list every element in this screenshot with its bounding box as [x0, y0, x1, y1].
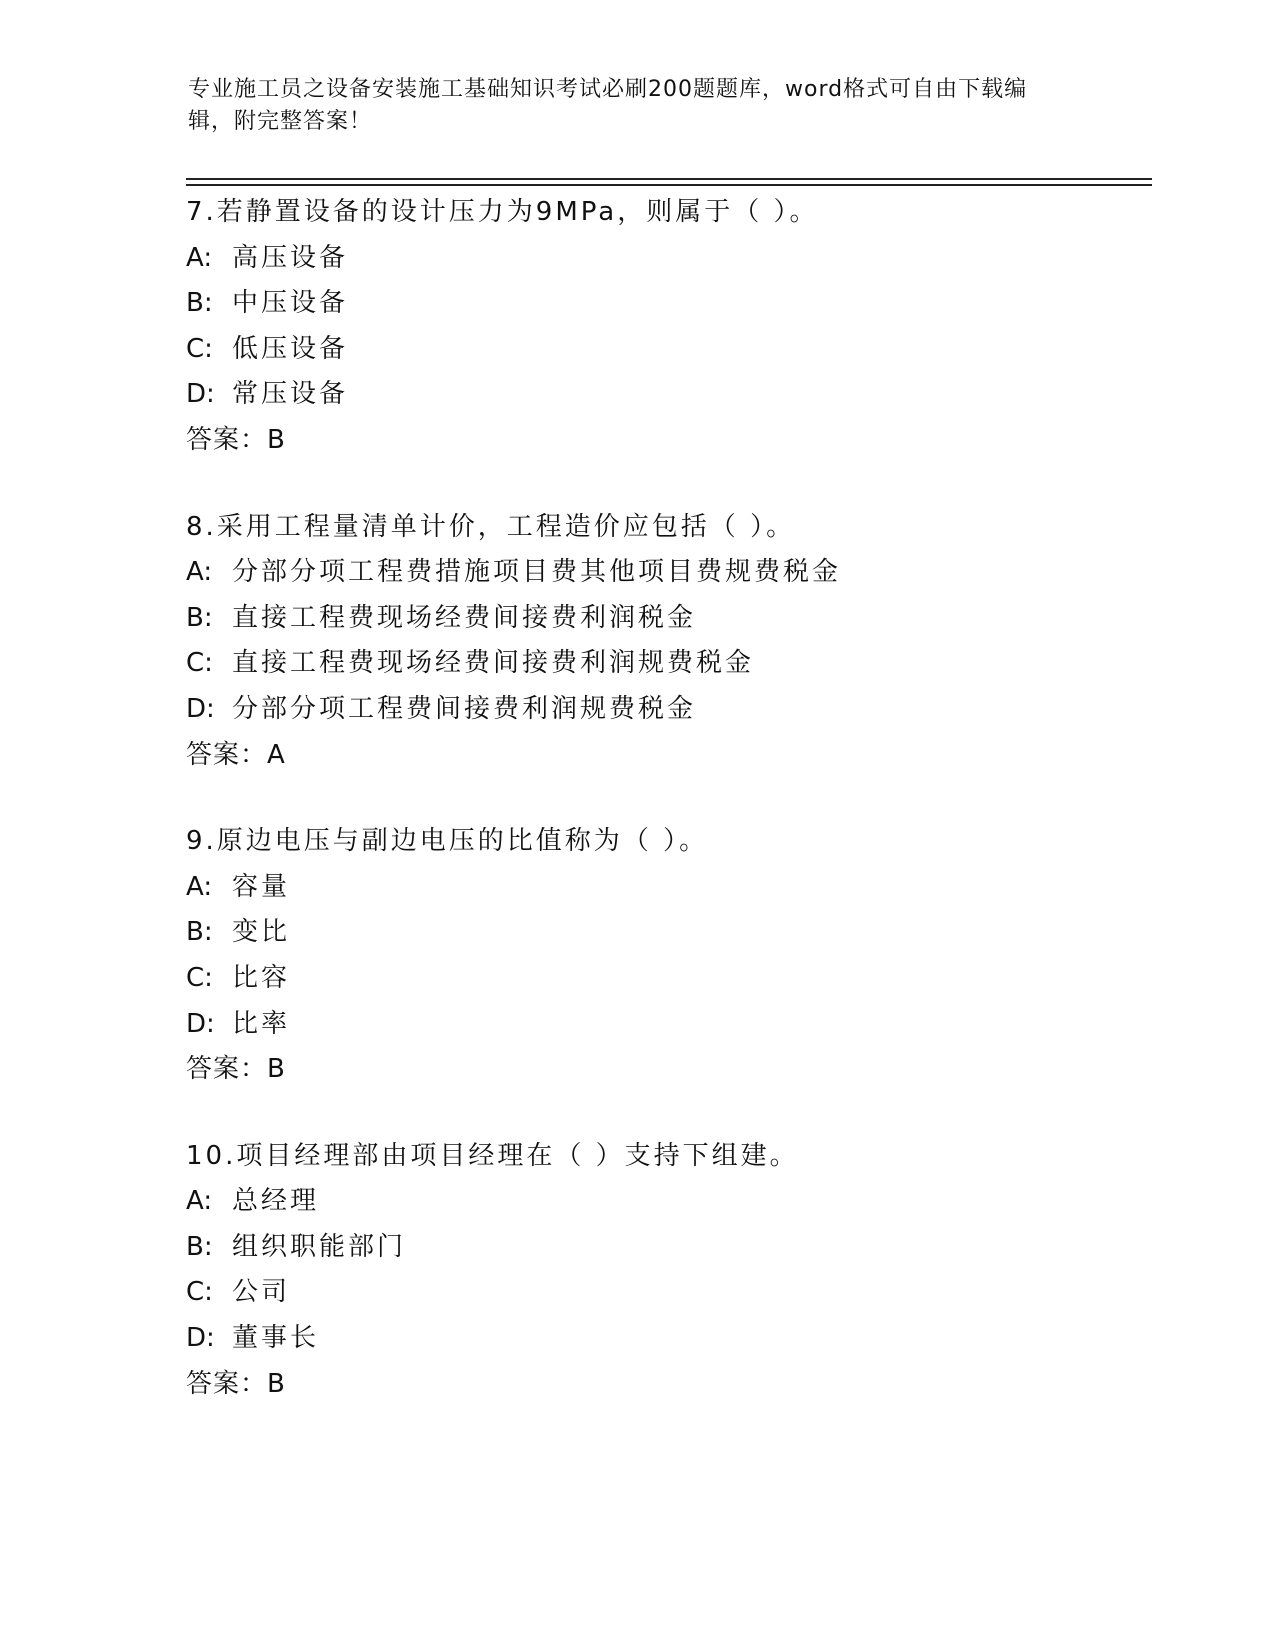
option-letter: C:: [186, 962, 213, 993]
question-list: [186, 190, 1146, 1448]
option-letter: B:: [186, 602, 213, 633]
option-d: [186, 372, 1146, 418]
option-letter: A:: [186, 242, 213, 273]
option-text: 分部分项工程费措施项目费其他项目费规费税金: [232, 557, 842, 588]
document-title: 专业施工员之设备安装施工基础知识考试必刷200题题库，word格式可自由下载编辑，附完整答案！: [188, 77, 1028, 134]
option-text: 董事长: [232, 1323, 320, 1354]
option-letter: C:: [186, 648, 213, 679]
option-text: 直接工程费现场经费间接费利润规费税金: [232, 648, 755, 679]
option-c: [186, 956, 1146, 1002]
option-d: [186, 1002, 1146, 1048]
option-c: [186, 641, 1146, 687]
header-divider-top: [186, 178, 1152, 180]
option-c: [186, 1270, 1146, 1316]
option-d: [186, 1316, 1146, 1362]
option-d: [186, 687, 1146, 733]
option-text: 中压设备: [232, 288, 349, 319]
question-7: [186, 190, 1146, 464]
option-b: [186, 1225, 1146, 1271]
answer-line: 答案：B: [186, 1054, 286, 1085]
option-letter: B:: [186, 288, 213, 319]
option-text: 容量: [232, 871, 291, 902]
option-text: 常压设备: [232, 379, 349, 410]
option-text: 公司: [232, 1277, 291, 1308]
question-9: [186, 819, 1146, 1093]
option-c: [186, 327, 1146, 373]
option-letter: A:: [186, 557, 213, 588]
question-10: [186, 1134, 1146, 1408]
option-text: 比容: [232, 962, 291, 993]
option-text: 直接工程费现场经费间接费利润税金: [232, 602, 697, 633]
question-stem: 10.项目经理部由项目经理在（ ）支持下组建。: [186, 1140, 799, 1171]
option-letter: D:: [186, 1323, 215, 1354]
option-letter: B:: [186, 917, 213, 948]
option-b: [186, 281, 1146, 327]
answer-line: 答案：A: [186, 739, 286, 770]
option-a: [186, 865, 1146, 911]
answer-line: 答案：B: [186, 1368, 286, 1399]
option-letter: B:: [186, 1231, 213, 1262]
option-letter: D:: [186, 693, 215, 724]
option-letter: A:: [186, 871, 213, 902]
option-text: 总经理: [232, 1186, 320, 1217]
question-stem: 7.若静置设备的设计压力为9MPa，则属于（ ）。: [186, 197, 819, 227]
option-text: 变比: [232, 917, 291, 948]
option-letter: C:: [186, 1277, 213, 1308]
header-divider-bottom: [186, 184, 1152, 186]
question-stem: 8.采用工程量清单计价，工程造价应包括（ ）。: [186, 511, 796, 542]
option-text: 低压设备: [232, 333, 349, 364]
question-8: [186, 505, 1146, 779]
option-text: 高压设备: [232, 242, 349, 273]
option-text: 分部分项工程费间接费利润规费税金: [232, 693, 697, 724]
option-text: 比率: [232, 1008, 291, 1039]
option-b: [186, 910, 1146, 956]
option-letter: D:: [186, 379, 215, 410]
option-b: [186, 596, 1146, 642]
option-letter: A:: [186, 1186, 213, 1217]
option-a: [186, 550, 1146, 596]
option-a: [186, 236, 1146, 282]
option-a: [186, 1179, 1146, 1225]
option-letter: C:: [186, 333, 213, 364]
option-letter: D:: [186, 1008, 215, 1039]
option-text: 组织职能部门: [232, 1231, 407, 1262]
question-stem: 9.原边电压与副边电压的比值称为（ ）。: [186, 826, 709, 857]
answer-line: 答案：B: [186, 424, 286, 455]
